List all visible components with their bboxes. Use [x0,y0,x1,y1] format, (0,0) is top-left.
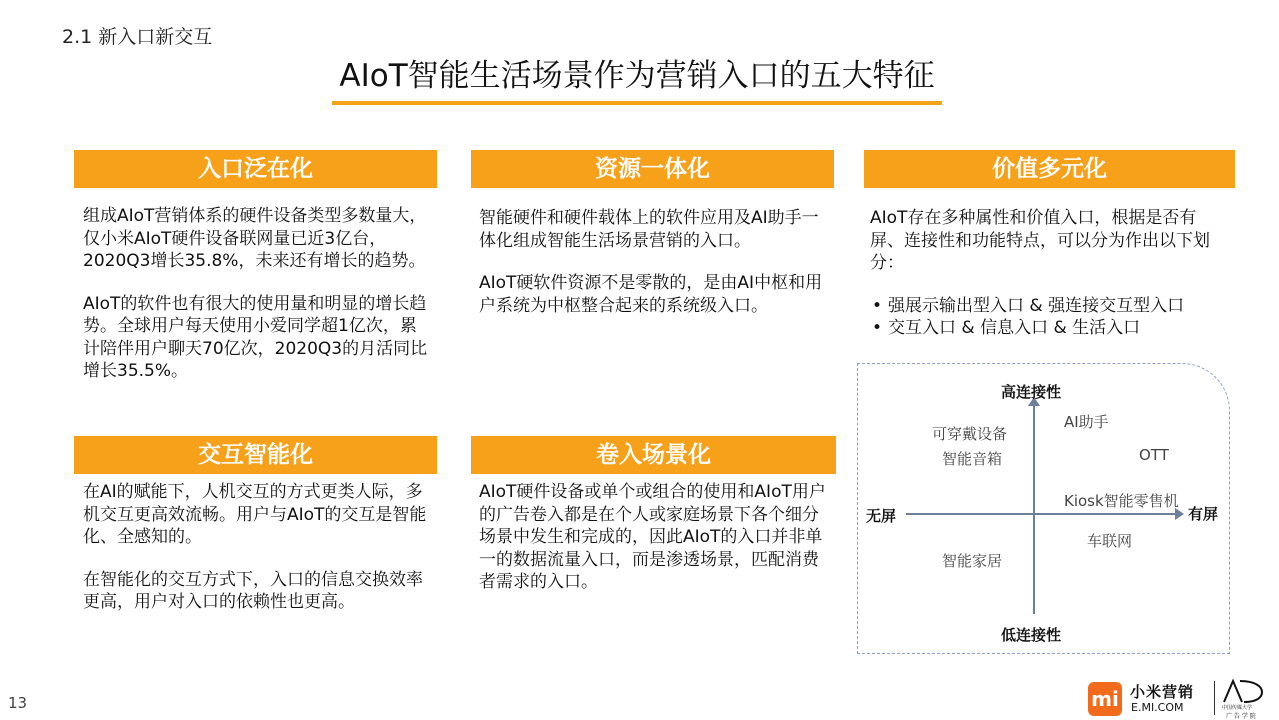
card-body-interaction [83,481,433,634]
ad-logo-icon [1222,678,1266,704]
quad-item-car: 车联网 [1087,532,1133,550]
bullet-item: • 强展示输出型入口 & 强连接交互型入口 [870,295,1228,318]
axis-label-left: 无屏 [866,507,897,525]
card-paragraph: 在AI的赋能下，人机交互的方式更类人际，多机交互更高效流畅。用户与AIoT的交互是智能化、全感知的。 [83,482,427,547]
partner-subname: 广 告 学 院 [1226,713,1256,720]
card-header-value: 价值多元化 [864,150,1235,188]
card-header-resource: 资源一体化 [471,150,834,188]
card-paragraph: AIoT的软件也有很大的使用量和明显的增长趋势。全球用户每天使用小爱同学超1亿次，累计陪伴用户聊天70亿次，2020Q3的月活同比增长35.5%。 [83,293,428,381]
card-body-value [870,207,1228,340]
section-label: 2.1 新入口新交互 [62,26,213,48]
quad-item-speaker: 智能音箱 [942,450,1003,468]
card-header-interaction: 交互智能化 [74,436,437,474]
quad-item-wearable: 可穿戴设备 [932,425,1008,443]
card-paragraph: AIoT存在多种属性和价值入口，根据是否有屏、连接性和功能特点，可以分为作出以下划分： [870,208,1210,273]
card-body-entry [83,205,433,403]
page-number: 13 [8,694,28,712]
quad-item-home: 智能家居 [942,552,1003,570]
partner-name: 中国传媒大学 [1222,705,1253,711]
xiaomi-logo-icon: mi [1088,682,1122,716]
page-title: AIoT智能生活场景作为营销入口的五大特征 [332,50,942,105]
logo-text-cn: 小米营销 [1130,683,1195,701]
card-body-resource [479,207,829,337]
axis-vertical [1033,404,1035,614]
card-body-scene [479,481,831,614]
card-paragraph: AIoT硬件设备或单个或组合的使用和AIoT用户的广告卷入都是在个人或家庭场景下各个细分场景中发生和完成的，因此AIoT的入口并非单一的数据流量入口，而是渗透场景，匹配消费者需求的入口。 [479,482,826,592]
bullet-list [870,295,1228,340]
quad-item-kiosk: Kiosk智能零售机 [1064,492,1179,510]
card-paragraph: AIoT硬软件资源不是零散的，是由AI中枢和用户系统为中枢整合起来的系统级入口。 [479,273,823,316]
card-paragraph: 智能硬件和硬件载体上的软件应用及AI助手一体化组成智能生活场景营销的入口。 [479,208,819,251]
card-header-scene: 卷入场景化 [471,436,836,474]
logo-text-en: E.MI.COM [1131,701,1184,714]
axis-label-top: 高连接性 [1001,383,1062,401]
card-header-entry: 入口泛在化 [74,150,437,188]
axis-label-right: 有屏 [1188,505,1219,523]
axis-label-bottom: 低连接性 [1001,626,1062,644]
quad-item-assistant: AI助手 [1064,413,1109,431]
axis-horizontal [906,513,1178,515]
quad-item-ott: OTT [1139,446,1169,464]
card-paragraph: 组成AIoT营销体系的硬件设备类型多数量大，仅小米AIoT硬件设备联网量已近3亿台， 2020Q3增长35.8%，未来还有增长的趋势。 [83,206,427,271]
card-paragraph: 在智能化的交互方式下，入口的信息交换效率更高，用户对入口的依赖性也更高。 [83,569,423,612]
bullet-item: • 交互入口 & 信息入口 & 生活入口 [870,317,1228,340]
logo-divider [1214,681,1215,715]
